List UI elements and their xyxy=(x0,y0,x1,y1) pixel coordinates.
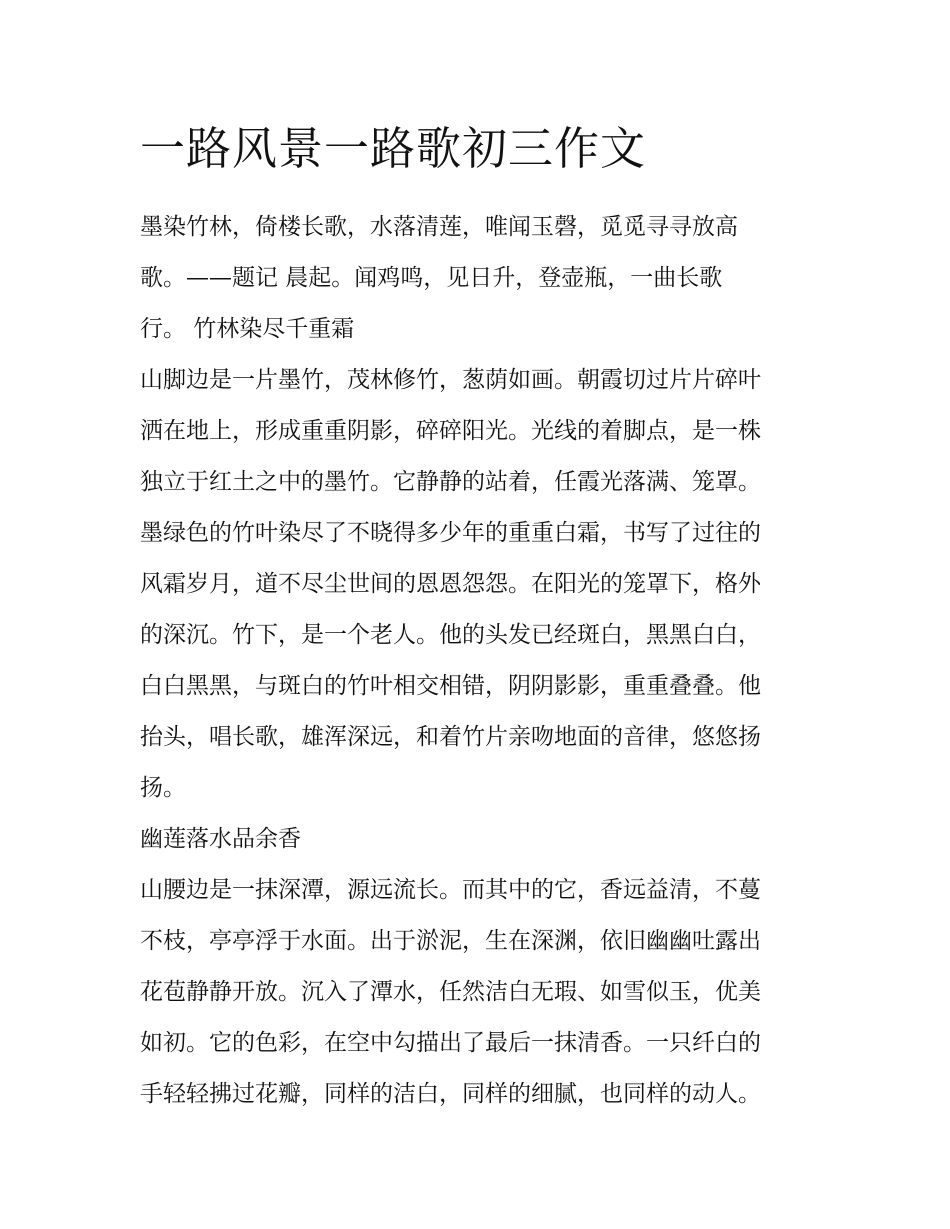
document-title: 一路风景一路歌初三作文 xyxy=(140,122,647,175)
text-line: 扬。 xyxy=(140,775,186,801)
text-line: 抬头，唱长歌，雄浑深远，和着竹片亲吻地面的音律，悠悠扬 xyxy=(140,724,761,750)
text-line: 独立于红土之中的墨竹。它静静的站着，任霞光落满、笼罩。 xyxy=(140,469,761,495)
text-line: 花苞静静开放。沉入了潭水，任然洁白无瑕、如雪似玉，优美 xyxy=(140,979,761,1005)
text-line: 洒在地上，形成重重阴影，碎碎阳光。光线的着脚点，是一株 xyxy=(140,418,761,444)
essay-text xyxy=(140,202,816,1120)
text-line: 墨绿色的竹叶染尽了不晓得多少年的重重白霜，书写了过往的 xyxy=(140,520,761,546)
text-line: 山腰边是一抹深潭，源远流长。而其中的它，香远益清，不蔓 xyxy=(140,877,761,903)
text-line: 山脚边是一片墨竹，茂林修竹，葱荫如画。朝霞切过片片碎叶 xyxy=(140,367,761,393)
section-heading: 幽莲落水品余香 xyxy=(140,826,301,852)
text-line: 如初。它的色彩，在空中勾描出了最后一抹清香。一只纤白的 xyxy=(140,1030,761,1056)
text-line: 手轻轻拂过花瓣，同样的洁白，同样的细腻，也同样的动人。 xyxy=(140,1081,761,1107)
text-line: 的深沉。竹下，是一个老人。他的头发已经斑白，黑黑白白， xyxy=(140,622,761,648)
text-line: 墨染竹林，倚楼长歌，水落清莲，唯闻玉磬，觅觅寻寻放高 xyxy=(140,214,738,240)
text-line: 风霜岁月，道不尽尘世间的恩恩怨怨。在阳光的笼罩下，格外 xyxy=(140,571,761,597)
text-line: 歌。——题记 晨起。闻鸡鸣，见日升，登壶瓶，一曲长歌 xyxy=(140,265,723,291)
text-line: 不枝，亭亭浮于水面。出于淤泥，生在深渊，依旧幽幽吐露出 xyxy=(140,928,761,954)
text-line: 白白黑黑，与斑白的竹叶相交相错，阴阴影影，重重叠叠。他 xyxy=(140,673,761,699)
document-body xyxy=(140,118,816,1120)
text-line: 行。 竹林染尽千重霜 xyxy=(140,316,355,342)
